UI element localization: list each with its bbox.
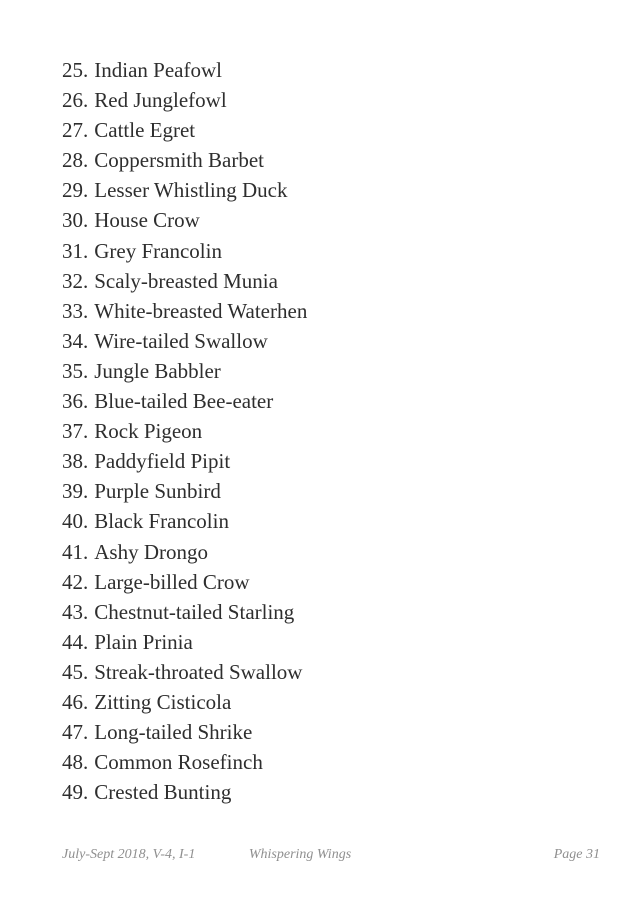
list-item-name: Rock Pigeon <box>94 419 203 444</box>
list-item-number: 40. <box>62 509 89 534</box>
list-item-name: Common Rosefinch <box>94 750 263 775</box>
list-item-name: Chestnut-tailed Starling <box>94 599 295 624</box>
list-item-number: 33. <box>62 298 89 323</box>
list-item-name: Ashy Drongo <box>94 539 208 564</box>
list-item-number: 38. <box>62 449 89 474</box>
list-item-number: 44. <box>62 629 89 654</box>
list-item <box>62 266 307 296</box>
list-item-number: 31. <box>62 238 89 263</box>
list-item <box>62 205 307 235</box>
list-item-number: 46. <box>62 689 89 714</box>
list-item-name: Large-billed Crow <box>94 569 250 594</box>
list-item-name: Purple Sunbird <box>94 479 221 504</box>
list-item <box>62 506 307 536</box>
list-item-number: 37. <box>62 419 89 444</box>
list-item-name: Streak-throated Swallow <box>94 659 303 684</box>
list-item <box>62 687 307 717</box>
list-item <box>62 145 307 175</box>
list-item <box>62 717 307 747</box>
list-item <box>62 476 307 506</box>
list-item-name: Lesser Whistling Duck <box>94 178 288 203</box>
list-item <box>62 627 307 657</box>
list-item-number: 28. <box>62 148 89 173</box>
list-item-number: 39. <box>62 479 89 504</box>
list-item <box>62 296 307 326</box>
list-item-name: Zitting Cisticola <box>94 689 232 714</box>
list-item-number: 42. <box>62 569 89 594</box>
list-item <box>62 115 307 145</box>
list-item-number: 35. <box>62 358 89 383</box>
list-item <box>62 55 307 85</box>
list-item-number: 29. <box>62 178 89 203</box>
list-item-name: Cattle Egret <box>94 118 196 143</box>
list-item-number: 32. <box>62 268 89 293</box>
list-item-number: 47. <box>62 720 89 745</box>
list-item-name: Indian Peafowl <box>94 58 222 82</box>
list-item-name: Jungle Babbler <box>94 358 221 383</box>
list-item-number: 30. <box>62 208 89 233</box>
list-item-name: Long-tailed Shrike <box>94 720 253 745</box>
footer-page-number: Page 31 <box>553 847 600 862</box>
list-item <box>62 537 307 567</box>
list-item <box>62 175 307 205</box>
list-item-number: 49. <box>62 780 89 805</box>
list-item-name: Black Francolin <box>94 509 229 534</box>
list-item-name: Paddyfield Pipit <box>94 449 231 474</box>
list-item <box>62 236 307 266</box>
list-item <box>62 326 307 356</box>
list-item <box>62 446 307 476</box>
page-footer <box>0 846 640 866</box>
list-item-number: 36. <box>62 389 89 414</box>
list-item <box>62 416 307 446</box>
list-item-number: 34. <box>62 328 89 353</box>
list-item <box>62 777 307 807</box>
list-item-name: Blue-tailed Bee-eater <box>94 389 274 414</box>
list-item-number: 27. <box>62 118 89 143</box>
list-item <box>62 657 307 687</box>
list-item-name: Plain Prinia <box>94 629 193 654</box>
list-item-number: 25. <box>62 58 89 82</box>
list-item <box>62 356 307 386</box>
list-item-name: White-breasted Waterhen <box>94 298 308 323</box>
list-item <box>62 386 307 416</box>
list-item <box>62 747 307 777</box>
list-item-name: Grey Francolin <box>94 238 222 263</box>
list-item-name: Wire-tailed Swallow <box>94 328 268 353</box>
list-item-name: Coppersmith Barbet <box>94 148 264 173</box>
list-item-name: Red Junglefowl <box>94 88 227 113</box>
footer-issue-info: July-Sept 2018, V-4, I-1 <box>62 847 196 862</box>
bird-list <box>62 55 307 807</box>
list-item <box>62 85 307 115</box>
list-item-number: 26. <box>62 88 89 113</box>
list-item-number: 43. <box>62 599 89 624</box>
list-item-name: House Crow <box>94 208 200 233</box>
list-item-number: 45. <box>62 659 89 684</box>
list-item-name: Scaly-breasted Munia <box>94 268 278 293</box>
list-item <box>62 567 307 597</box>
list-item-number: 48. <box>62 750 89 775</box>
list-item <box>62 597 307 627</box>
list-item-number: 41. <box>62 539 89 564</box>
list-item-name: Crested Bunting <box>94 780 232 805</box>
footer-journal-title: Whispering Wings <box>248 847 352 862</box>
